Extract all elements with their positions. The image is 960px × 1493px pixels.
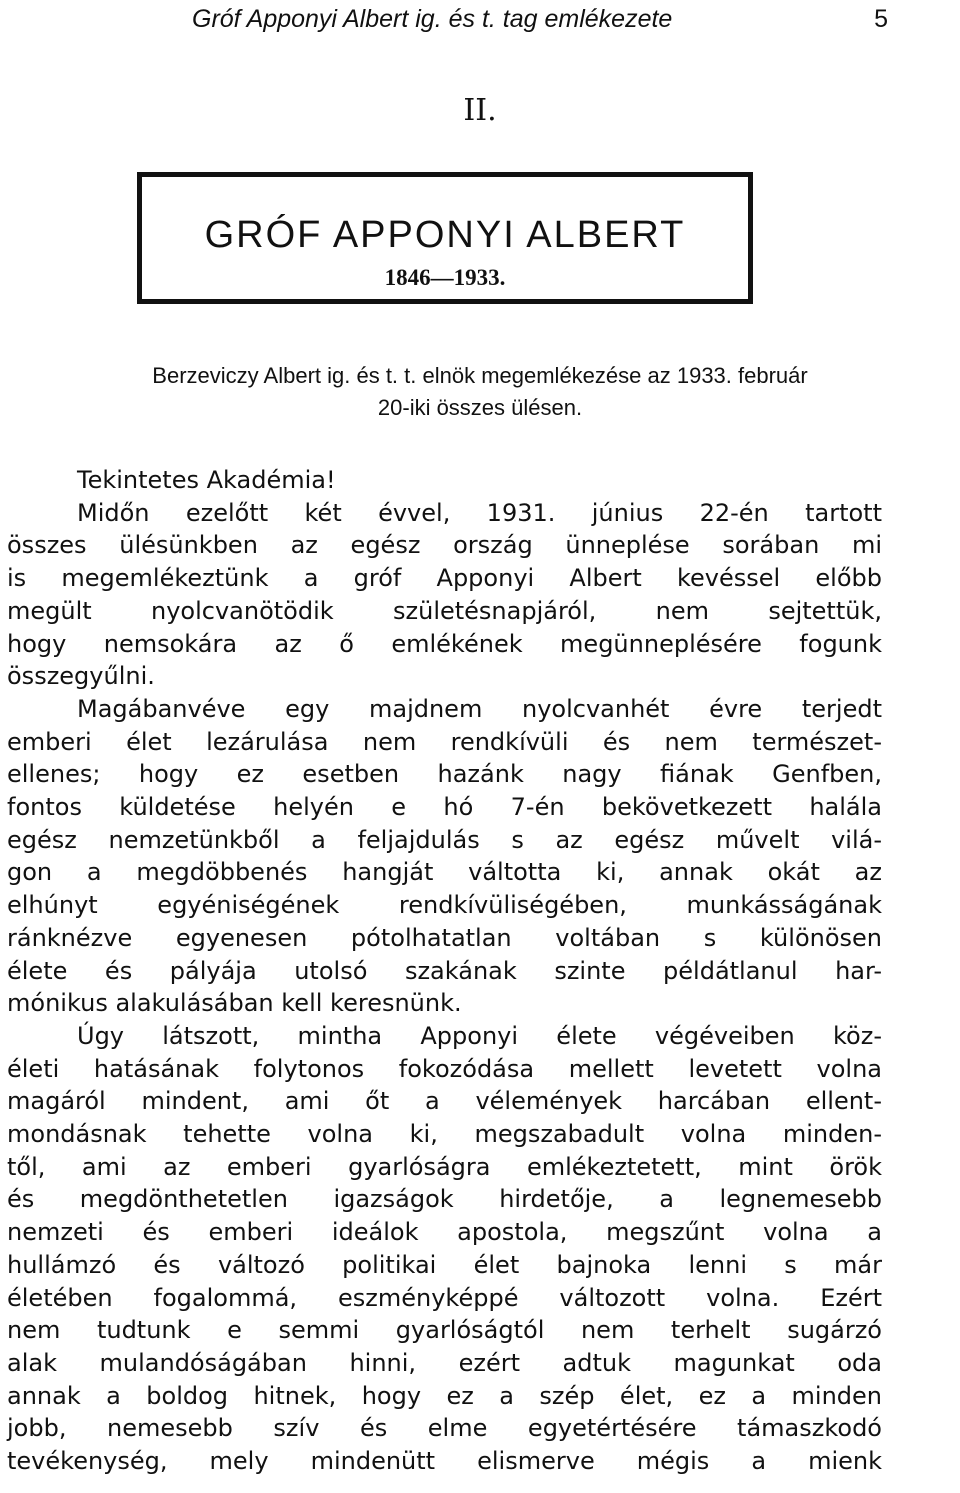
text-line: egész nemzetünkből a feljajdulás s az egész művelt vilá- <box>7 825 882 854</box>
salutation: Tekintetes Akadémia! <box>77 466 336 494</box>
text-line: fontos küldetése helyén e hó 7-én bekövetkezett halála <box>7 793 882 822</box>
text-line: ellenes; hogy ez esetben hazánk nagy fiának Genfben, <box>7 760 882 789</box>
text-line: gon a megdöbbenés hangját váltotta ki, annak okát az <box>7 858 882 887</box>
body-text <box>7 464 882 1478</box>
text-line: Magábanvéve egy majdnem nyolcvanhét évre terjedt <box>77 694 882 723</box>
text-line: jobb, nemesebb szív és elme egyetértésére támaszkodó <box>7 1414 882 1443</box>
text-line: nemzeti és emberi ideálok apostola, megszűnt volna a <box>7 1218 882 1247</box>
text-line: hogy nemsokára az ő emlékének megünneplésére fogunk <box>7 629 882 658</box>
text-line: annak a boldog hitnek, hogy ez a szép élet, ez a minden <box>7 1381 882 1410</box>
title-dates: 1846—1933. <box>384 265 506 290</box>
text-line: is megemlékeztünk a gróf Apponyi Albert kevéssel előbb <box>7 564 882 593</box>
text-line: tevékenység, mely mindenütt elismerve mégis a mienk <box>7 1447 882 1476</box>
text-line: megült nyolcvanötödik születésnapjáról, nem sejtettük, <box>7 596 882 625</box>
subtitle <box>0 360 960 424</box>
text-line: mondásnak tehette volna ki, megszabadult volna minden- <box>7 1120 882 1149</box>
text-line: től, ami az emberi gyarlóságra emlékeztetett, mint örök <box>7 1152 882 1181</box>
running-header <box>0 4 960 36</box>
title-box <box>137 172 753 304</box>
running-title: Gróf Apponyi Albert ig. és t. tag emlékezete <box>192 5 673 33</box>
text-line: életi hatásának folytonos fokozódása mellett levetett volna <box>7 1054 882 1083</box>
page-number: 5 <box>874 5 888 33</box>
text-line: emberi élet lezárulása nem rendkívüli és nem természet- <box>7 727 882 756</box>
title-name: GRÓF APPONYI ALBERT <box>204 214 686 256</box>
text-line: élete és pályája utolsó szakának szinte példátlanul har- <box>7 956 882 985</box>
subtitle-line: 20-iki összes ülésen. <box>377 395 583 420</box>
subtitle-line: Berzeviczy Albert ig. és t. t. elnök megemlékezése az 1933. február <box>152 363 808 388</box>
text-line: magáról mindent, ami őt a vélemények harcában ellent- <box>7 1087 882 1116</box>
text-line: életében fogalommá, eszményképpé változott volna. Ezért <box>7 1283 882 1312</box>
text-line: Midőn ezelőtt két évvel, 1931. június 22-én tartott <box>77 498 882 527</box>
text-line: Úgy látszott, mintha Apponyi élete végéveiben köz- <box>77 1021 882 1050</box>
text-line: nem tudtunk e semmi gyarlóságtól nem terhelt sugárzó <box>7 1316 882 1345</box>
text-line: elhúnyt egyéniségének rendkívüliségében, munkásságának <box>7 891 882 920</box>
chapter-numeral: II. <box>463 93 497 128</box>
text-line: mónikus alakulásában kell keresnünk. <box>7 989 462 1018</box>
text-line: ránknézve egyenesen pótolhatatlan voltában s különösen <box>7 923 882 952</box>
text-line: alak mulandóságában hinni, ezért adtuk magunkat oda <box>7 1348 882 1377</box>
text-line: összes ülésünkben az egész ország ünneplése sorában mi <box>7 531 882 560</box>
text-line: összegyűlni. <box>7 662 155 691</box>
text-line: és megdönthetetlen igazságok hirdetője, a legnemesebb <box>7 1185 882 1214</box>
text-line: hullámzó és változó politikai élet bajnoka lenni s már <box>7 1250 882 1279</box>
